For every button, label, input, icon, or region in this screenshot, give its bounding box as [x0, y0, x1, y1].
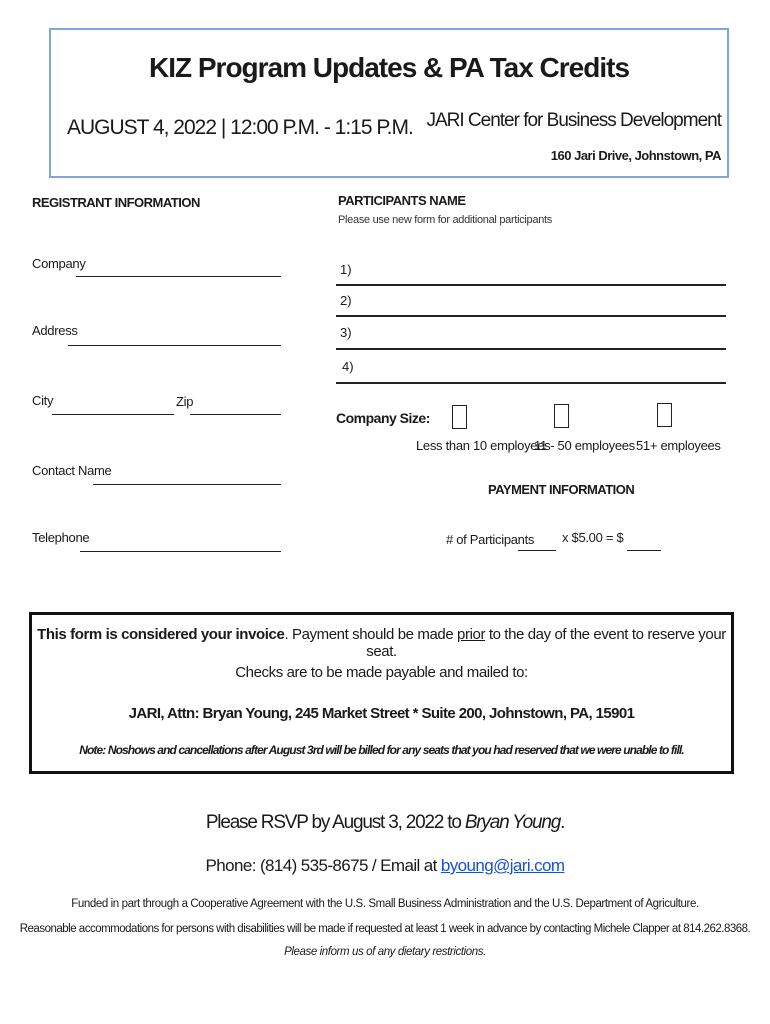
participant-number-2: 2) — [340, 293, 352, 308]
dietary-text: Please inform us of any dietary restrictions. — [284, 946, 486, 958]
organization-name: JARI Center for Business Development — [426, 110, 721, 131]
checks-payable-text: Checks are to be made payable and mailed to: — [235, 664, 528, 681]
payment-heading: PAYMENT INFORMATION — [488, 482, 635, 497]
city-field[interactable] — [52, 414, 174, 415]
company-field[interactable] — [76, 276, 281, 277]
size-11-50-label: 11 - 50 employees — [534, 438, 635, 453]
invoice-prior: prior — [457, 626, 486, 643]
participant-number-4: 4) — [342, 359, 354, 374]
size-under-10-label: Less than 10 employees — [416, 438, 551, 453]
funding-text: Funded in part through a Cooperative Agreement with the U.S. Small Business Administration and the U.S. Department of Agriculture. — [71, 898, 699, 910]
invoice-bold-lead: This form is considered your invoice — [37, 626, 285, 643]
rate-text: x $5.00 = $ — [562, 530, 624, 545]
city-label: City — [32, 393, 54, 408]
invoice-text-b: to the day of the event to reserve your seat. — [366, 626, 726, 660]
contact-line — [0, 856, 770, 876]
rsvp-text: Please RSVP by August 3, 2022 to — [205, 812, 465, 833]
zip-label: Zip — [176, 394, 194, 409]
telephone-label: Telephone — [32, 530, 90, 545]
participant-1-field[interactable] — [336, 284, 726, 286]
participant-number-1: 1) — [340, 262, 352, 277]
participants-count-field[interactable] — [518, 550, 556, 551]
header-box — [49, 28, 729, 178]
invoice-box — [29, 612, 734, 774]
participant-2-field[interactable] — [336, 315, 726, 317]
event-date-time: AUGUST 4, 2022 | 12:00 P.M. - 1:15 P.M. — [67, 116, 413, 139]
contact-name-field[interactable] — [93, 484, 281, 485]
size-51-plus-label: 51+ employees — [636, 438, 721, 453]
rsvp-line — [0, 812, 770, 834]
zip-field[interactable] — [190, 414, 281, 415]
company-label: Company — [32, 256, 86, 271]
organization-address: 160 Jari Drive, Johnstown, PA — [550, 148, 721, 163]
participant-3-field[interactable] — [336, 348, 726, 350]
invoice-text-a: . Payment should be made — [284, 626, 458, 643]
email-link[interactable]: byoung@jari.com — [440, 856, 565, 875]
registrant-heading: REGISTRANT INFORMATION — [32, 195, 200, 210]
company-size-label: Company Size: — [336, 410, 430, 426]
rsvp-end: . — [560, 812, 565, 833]
size-under-10-checkbox[interactable] — [452, 405, 467, 429]
cancellation-note: Note: Noshows and cancellations after August 3rd will be billed for any seats that you had reserved that we were unable to fill. — [79, 743, 684, 757]
total-amount-field[interactable] — [627, 550, 661, 551]
event-title: KIZ Program Updates & PA Tax Credits — [148, 52, 630, 83]
participants-heading: PARTICIPANTS NAME — [338, 193, 466, 208]
telephone-field[interactable] — [80, 551, 281, 552]
size-11-50-checkbox[interactable] — [554, 404, 569, 428]
accommodations-text: Reasonable accommodations for persons with disabilities will be made if requested at least 1 week in advance by contacting Michele Clapper at 814.262.8368. — [19, 923, 751, 935]
participant-number-3: 3) — [340, 325, 352, 340]
phone-text: Phone: (814) 535-8675 / Email at — [205, 856, 441, 875]
participants-note: Please use new form for additional participants — [338, 214, 552, 226]
address-field[interactable] — [68, 345, 281, 346]
contact-name-label: Contact Name — [32, 463, 112, 478]
rsvp-name: Bryan Young — [464, 812, 561, 833]
mailing-address: JARI, Attn: Bryan Young, 245 Market Street * Suite 200, Johnstown, PA, 15901 — [128, 705, 635, 722]
participant-4-field[interactable] — [336, 382, 726, 384]
address-label: Address — [32, 323, 78, 338]
size-51-plus-checkbox[interactable] — [657, 403, 672, 427]
invoice-statement — [32, 626, 731, 660]
participants-count-label: # of Participants — [446, 532, 535, 547]
